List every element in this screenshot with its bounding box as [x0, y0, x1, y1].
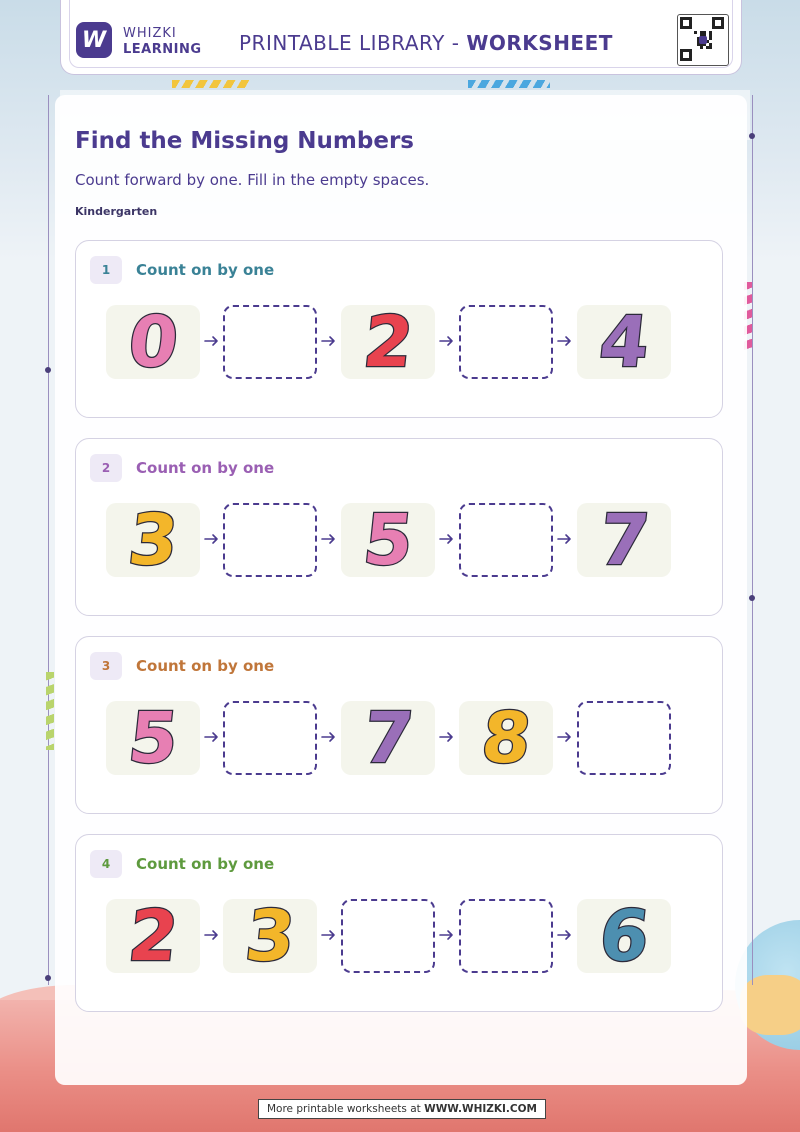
answer-blank-box[interactable] [223, 503, 317, 577]
number-tile [459, 697, 553, 779]
number-digit: 3 [241, 895, 299, 977]
answer-blank-box[interactable] [223, 701, 317, 775]
number-tile [106, 301, 200, 383]
footer-note: More printable worksheets at WWW.WHIZKI.COM [258, 1099, 546, 1119]
number-digit: 4 [595, 301, 653, 383]
question-number: 3 [90, 652, 122, 680]
worksheet-title: Find the Missing Numbers [75, 128, 414, 154]
number-digit: 8 [477, 697, 535, 779]
question-card [75, 240, 723, 418]
question-label: Count on by one [136, 657, 275, 675]
question-label: Count on by one [136, 855, 275, 873]
question-card [75, 438, 723, 616]
grade-level: Kindergarten [75, 205, 158, 218]
brand-subname: LEARNING [123, 42, 202, 57]
arrow-right-icon [321, 927, 337, 943]
arrow-right-icon [557, 333, 573, 349]
arrow-right-icon [204, 729, 220, 745]
answer-blank-box[interactable] [577, 701, 671, 775]
header-stripe-yellow [172, 80, 250, 88]
question-number: 4 [90, 850, 122, 878]
answer-blank-box[interactable] [459, 899, 553, 973]
question-number: 2 [90, 454, 122, 482]
number-tile [106, 499, 200, 581]
arrow-right-icon [321, 333, 337, 349]
whizki-logo-icon: W [76, 22, 112, 58]
number-digit: 2 [124, 895, 182, 977]
page-header [60, 0, 742, 75]
number-tile [341, 301, 435, 383]
arrow-right-icon [439, 927, 455, 943]
answer-blank-box[interactable] [459, 503, 553, 577]
number-tile [577, 301, 671, 383]
number-tile [106, 697, 200, 779]
question-number: 1 [90, 256, 122, 284]
number-tile [223, 895, 317, 977]
number-tile [577, 895, 671, 977]
number-digit: 0 [124, 301, 182, 383]
answer-blank-box[interactable] [223, 305, 317, 379]
qr-code-icon [677, 14, 729, 66]
number-digit: 2 [359, 301, 417, 383]
header-stripe-blue [468, 80, 550, 88]
number-tile [341, 499, 435, 581]
arrow-right-icon [557, 531, 573, 547]
arrow-right-icon [439, 531, 455, 547]
number-digit: 5 [124, 697, 182, 779]
arrow-right-icon [557, 927, 573, 943]
question-card [75, 636, 723, 814]
question-label: Count on by one [136, 261, 275, 279]
number-tile [577, 499, 671, 581]
question-card [75, 834, 723, 1012]
question-label: Count on by one [136, 459, 275, 477]
arrow-right-icon [204, 531, 220, 547]
arrow-right-icon [439, 729, 455, 745]
arrow-right-icon [204, 333, 220, 349]
answer-blank-box[interactable] [459, 305, 553, 379]
number-digit: 5 [359, 499, 417, 581]
arrow-right-icon [557, 729, 573, 745]
brand-name: WHIZKI [123, 26, 177, 41]
number-digit: 3 [124, 499, 182, 581]
number-digit: 7 [595, 499, 653, 581]
arrow-right-icon [439, 333, 455, 349]
answer-blank-box[interactable] [341, 899, 435, 973]
number-digit: 7 [359, 697, 417, 779]
number-digit: 6 [595, 895, 653, 977]
number-tile [106, 895, 200, 977]
arrow-right-icon [204, 927, 220, 943]
number-tile [341, 697, 435, 779]
arrow-right-icon [321, 729, 337, 745]
arrow-right-icon [321, 531, 337, 547]
worksheet-instructions: Count forward by one. Fill in the empty spaces. [75, 171, 430, 189]
library-title: PRINTABLE LIBRARY - WORKSHEET [239, 31, 613, 55]
